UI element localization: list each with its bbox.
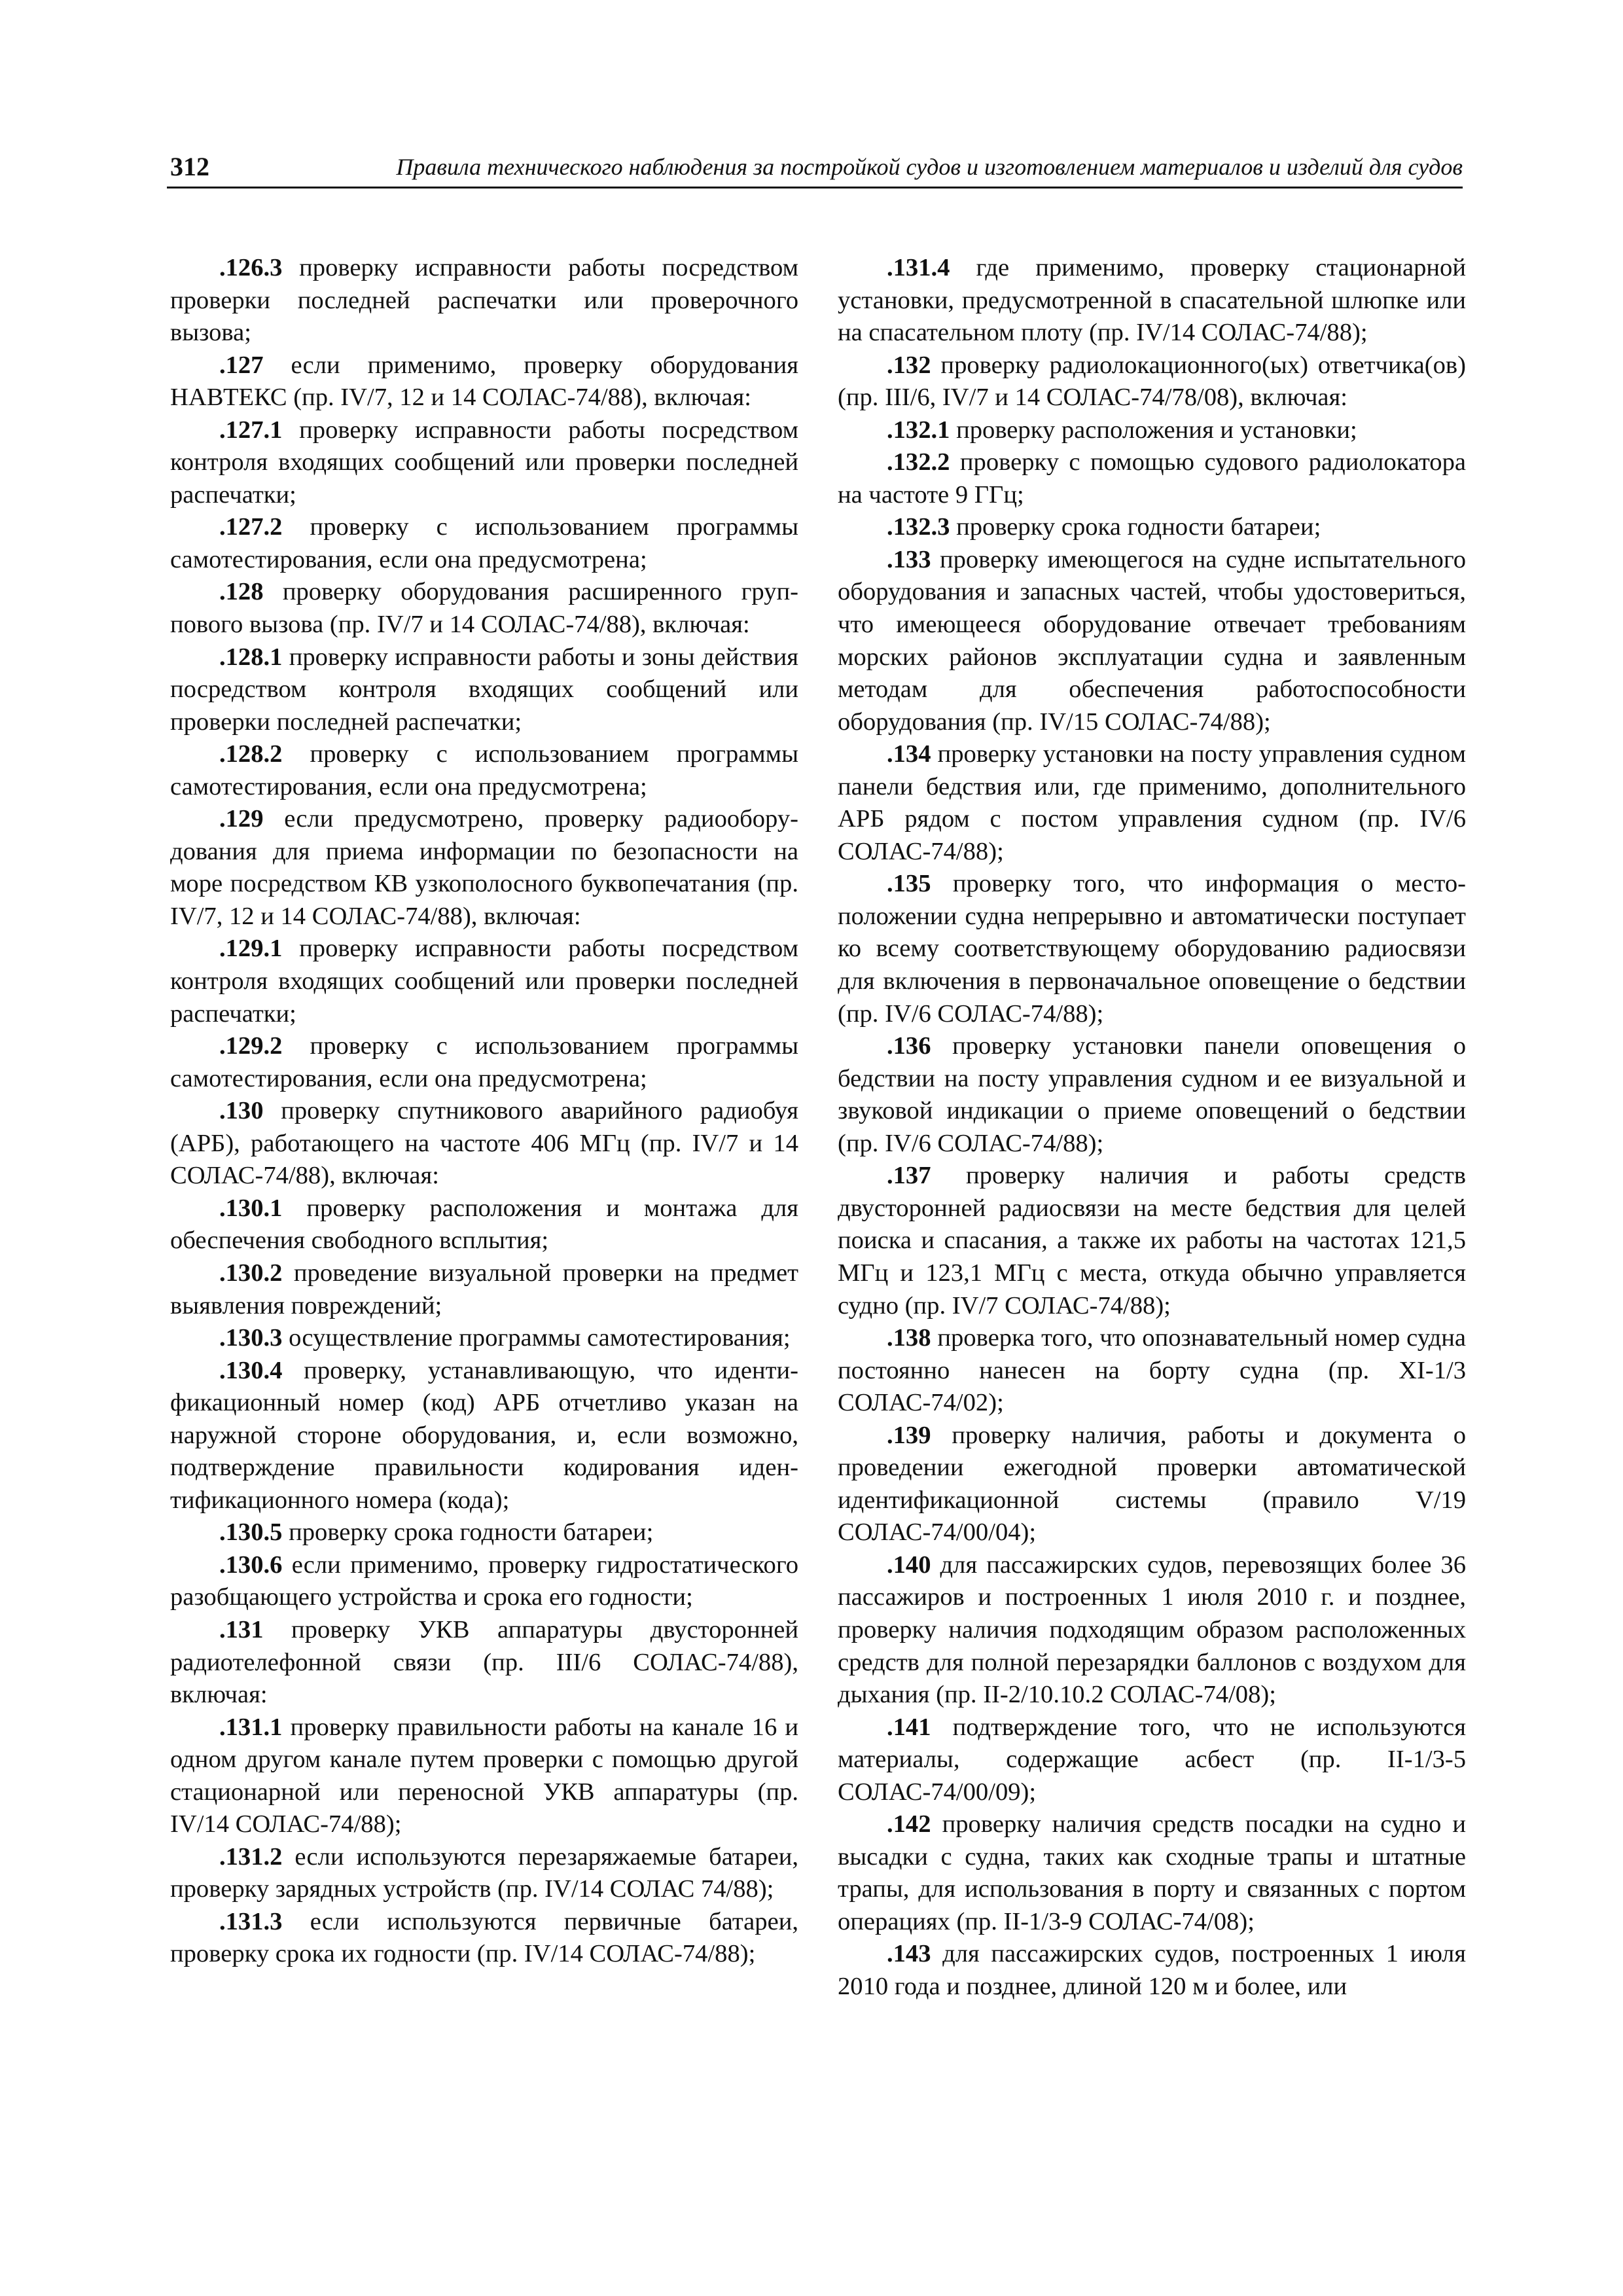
clause-text: проверку исправности работы посредством контроля входящих сообщений или проверки последней распечатки; bbox=[170, 416, 798, 509]
clause-text: если используются первичные батареи, проверку срока их годности (пр. IV/14 СОЛАС-74/88); bbox=[170, 1907, 798, 1968]
clause-paragraph bbox=[170, 1549, 798, 1614]
clause-number: .139 bbox=[887, 1421, 931, 1449]
clause-number: .130.3 bbox=[219, 1324, 283, 1352]
left-column bbox=[170, 252, 798, 1971]
clause-number: .131.4 bbox=[887, 254, 950, 281]
clause-paragraph bbox=[838, 414, 1466, 447]
clause-text: проверку наличия средств посадки на судно и высадки с судна, таких как сходные трапы и штатные трапы, для использования в порту и связанных с портом операциях (пр. II-1/3-9 СОЛАС-74/08); bbox=[838, 1810, 1466, 1935]
clause-text: для пассажирских судов, перевозящих более 36 пассажиров и построенных 1 июля 2010 г. и позднее, проверку наличия подходящим образом расположенных средств для полной перезарядки баллонов с воздухом для дыхания (пр. II-2/10.10.2 СОЛАС-74/08); bbox=[838, 1551, 1466, 1709]
clause-number: .132 bbox=[887, 351, 931, 379]
clause-paragraph bbox=[170, 933, 798, 1030]
clause-number: .129.1 bbox=[219, 935, 283, 963]
clause-paragraph bbox=[170, 1841, 798, 1906]
clause-number: .135 bbox=[887, 870, 931, 898]
clause-text: проверку расположения и установки; bbox=[950, 416, 1357, 444]
clause-paragraph bbox=[838, 252, 1466, 350]
clause-number: .131 bbox=[219, 1615, 264, 1643]
clause-paragraph bbox=[170, 1257, 798, 1322]
clause-text: проверку срока годности батареи; bbox=[282, 1518, 654, 1547]
clause-number: .128 bbox=[219, 578, 264, 606]
clause-number: .129.2 bbox=[219, 1032, 283, 1060]
clause-number: .140 bbox=[887, 1551, 931, 1579]
clause-number: .130 bbox=[219, 1097, 264, 1125]
clause-number: .130.4 bbox=[219, 1356, 283, 1384]
clause-number: .131.1 bbox=[219, 1713, 283, 1741]
clause-text: подтверждение того, что не используются материалы, содержащие асбест (пр. II-1/3-5 СОЛАС-74/00/09); bbox=[838, 1713, 1466, 1806]
clause-text: проверку наличия, работы и документа о проведении ежегодной проверки автоматической идентификационной системы (правило V/19 СОЛАС-74/00/04); bbox=[838, 1421, 1466, 1547]
clause-text: проверку исправности работы посредством проверки последней распечатки или проверочного вызова; bbox=[170, 254, 798, 347]
clause-paragraph bbox=[838, 544, 1466, 738]
clause-number: .130.1 bbox=[219, 1194, 283, 1222]
clause-number: .134 bbox=[887, 740, 931, 768]
clause-text: проверку спутникового аварийного радиобуя (АРБ), работающего на частоте 406 МГц (пр. IV/7 и 14 СОЛАС-74/88), включая: bbox=[170, 1097, 798, 1190]
clause-paragraph bbox=[170, 1095, 798, 1193]
clause-number: .132.1 bbox=[887, 416, 950, 444]
clause-text: проверку правильности работы на канале 16 и одном другом канале путем проверки с помощью другой стационарной или переносной УКВ аппаратуры (пр. IV/14 СОЛАС-74/88); bbox=[170, 1713, 798, 1839]
clause-paragraph bbox=[838, 446, 1466, 511]
clause-paragraph bbox=[838, 868, 1466, 1030]
clause-text: проверку с использованием программы самотестирования, если она предусмотрена; bbox=[170, 1032, 798, 1092]
clause-text: проверку с использованием программы самотестирования, если она предусмотрена; bbox=[170, 513, 798, 573]
clause-number: .138 bbox=[887, 1324, 931, 1352]
clause-text: если применимо, проверку оборудования НАВТЕКС (пр. IV/7, 12 и 14 СОЛАС-74/88), включая: bbox=[170, 351, 798, 412]
clause-number: .141 bbox=[887, 1713, 931, 1741]
clause-paragraph bbox=[170, 252, 798, 350]
clause-paragraph bbox=[170, 414, 798, 512]
clause-number: .127 bbox=[219, 351, 264, 379]
clause-paragraph bbox=[838, 1322, 1466, 1420]
clause-number: .142 bbox=[887, 1810, 931, 1839]
clause-paragraph bbox=[838, 1160, 1466, 1322]
clause-paragraph bbox=[170, 1906, 798, 1971]
clause-number: .127.2 bbox=[219, 513, 283, 541]
clause-paragraph bbox=[170, 1322, 798, 1355]
clause-paragraph bbox=[838, 1549, 1466, 1712]
clause-paragraph bbox=[838, 511, 1466, 544]
clause-text: проверку с помощью судового радиолокатора на частоте 9 ГГц; bbox=[838, 448, 1466, 509]
clause-text: проведение визуальной проверки на предмет выявления повреждений; bbox=[170, 1259, 798, 1319]
clause-text: проверку исправности работы посредством контроля входящих сообщений или проверки последней распечатки; bbox=[170, 935, 798, 1028]
clause-paragraph bbox=[170, 1355, 798, 1517]
clause-paragraph bbox=[170, 803, 798, 933]
clause-number: .128.2 bbox=[219, 740, 283, 768]
clause-text: проверку оборудования расширенного группового вызова (пр. IV/7 и 14 СОЛАС-74/88), включая: bbox=[170, 578, 798, 639]
clause-paragraph bbox=[170, 1712, 798, 1841]
clause-number: .133 bbox=[887, 545, 931, 573]
clause-number: .130.5 bbox=[219, 1518, 283, 1547]
right-column bbox=[838, 252, 1466, 2003]
clause-text: если предусмотрено, проверку радиооборудования для приема информации по безопасности на море посредством КВ узкополосного буквопечатания (пр. IV/7, 12 и 14 СОЛАС-74/88), включая: bbox=[170, 805, 798, 930]
clause-number: .126.3 bbox=[219, 254, 283, 281]
clause-text: если используются перезаряжаемые батареи, проверку зарядных устройств (пр. IV/14 СОЛАС 74/88); bbox=[170, 1842, 798, 1903]
clause-number: .129 bbox=[219, 805, 264, 833]
clause-text: проверку имеющегося на судне испытательного оборудования и запасных частей, чтобы удостовериться, что имеющееся оборудование отвечает требованиям морских районов эксплуатации судна и заявленным методам для обеспечения работоспособности оборудования (пр. IV/15 СОЛАС-74/88); bbox=[838, 545, 1466, 736]
clause-number: .128.1 bbox=[219, 643, 283, 671]
clause-paragraph bbox=[170, 511, 798, 576]
clause-paragraph bbox=[170, 1516, 798, 1549]
clause-text: проверку УКВ аппаратуры двусторонней радиотелефонной связи (пр. III/6 СОЛАС-74/88), включая: bbox=[170, 1615, 798, 1709]
clause-paragraph bbox=[838, 1938, 1466, 2003]
clause-text: проверку с использованием программы самотестирования, если она предусмотрена; bbox=[170, 740, 798, 800]
clause-number: .130.6 bbox=[219, 1551, 283, 1579]
clause-number: .137 bbox=[887, 1162, 931, 1190]
clause-text: проверку, устанавливающую, что идентификационный номер (код) АРБ отчетливо указан на наружной стороне оборудования, и, если возможно, подтверждение правильности кодирования идентификационного номера (кода); bbox=[170, 1356, 798, 1514]
clause-paragraph bbox=[170, 1614, 798, 1712]
running-title: Правила технического наблюдения за постройкой судов и изготовлением материалов и изделий для судов bbox=[396, 154, 1463, 180]
clause-text: осуществление программы самотестирования; bbox=[282, 1324, 791, 1352]
clause-text: проверка того, что опознавательный номер судна постоянно нанесен на борту судна (пр. XI-1/3 СОЛАС-74/02); bbox=[838, 1324, 1466, 1417]
page-number: 312 bbox=[170, 152, 209, 181]
clause-text: где применимо, проверку стационарной установки, предусмотренной в спасательной шлюпке или на спасательном плоту (пр. IV/14 СОЛАС-74/88); bbox=[838, 254, 1466, 347]
clause-number: .143 bbox=[887, 1940, 931, 1968]
page-header bbox=[167, 147, 1463, 188]
clause-paragraph bbox=[170, 1030, 798, 1095]
clause-paragraph bbox=[170, 576, 798, 641]
clause-text: проверку срока годности батареи; bbox=[950, 513, 1321, 541]
clause-text: проверку установки на посту управления судном панели бедствия или, где применимо, дополнительного АРБ рядом с постом управления судном (пр. IV/6 СОЛАС-74/88); bbox=[838, 740, 1466, 865]
clause-paragraph bbox=[838, 1420, 1466, 1549]
clause-text: проверку радиолокационного(ых) ответчика(ов) (пр. III/6, IV/7 и 14 СОЛАС-74/78/08), включая: bbox=[838, 351, 1466, 412]
clause-number: .127.1 bbox=[219, 416, 283, 444]
clause-number: .132.3 bbox=[887, 513, 950, 541]
clause-paragraph bbox=[170, 1193, 798, 1257]
clause-text: проверку установки панели оповещения о бедствии на посту управления судном и ее визуальной и звуковой индикации о приеме оповещений о бедствии (пр. IV/6 СОЛАС-74/88); bbox=[838, 1032, 1466, 1157]
clause-paragraph bbox=[838, 350, 1466, 414]
clause-paragraph bbox=[838, 1808, 1466, 1938]
clause-number: .130.2 bbox=[219, 1259, 283, 1287]
clause-number: .131.3 bbox=[219, 1907, 283, 1935]
clause-number: .131.2 bbox=[219, 1842, 283, 1871]
clause-paragraph bbox=[838, 738, 1466, 868]
clause-text: проверку того, что информация о местоположении судна непрерывно и автоматически поступает ко всему соответствующему оборудованию радиосвязи для включения в первоначальное оповещение о бедствии (пр. IV/6 СОЛАС-74/88); bbox=[838, 870, 1466, 1028]
clause-paragraph bbox=[170, 641, 798, 739]
clause-paragraph bbox=[170, 738, 798, 803]
clause-text: проверку расположения и монтажа для обеспечения свободного всплытия; bbox=[170, 1194, 798, 1255]
clause-paragraph bbox=[170, 350, 798, 414]
clause-number: .136 bbox=[887, 1032, 931, 1060]
clause-text: проверку наличия и работы средств двусторонней радиосвязи на месте бедствия для целей поиска и спасания, а также их работы на частотах 121,5 МГц и 123,1 МГц с места, откуда обычно управляется судно (пр. IV/7 СОЛАС-74/88); bbox=[838, 1162, 1466, 1319]
clause-number: .132.2 bbox=[887, 448, 950, 476]
clause-text: если применимо, проверку гидростатического разобщающего устройства и срока его годности; bbox=[170, 1551, 798, 1611]
clause-text: для пассажирских судов, построенных 1 июля 2010 года и позднее, длиной 120 м и более, или bbox=[838, 1940, 1466, 2000]
clause-text: проверку исправности работы и зоны действия посредством контроля входящих сообщений или проверки последней распечатки; bbox=[170, 643, 798, 736]
clause-paragraph bbox=[838, 1030, 1466, 1160]
clause-paragraph bbox=[838, 1712, 1466, 1809]
